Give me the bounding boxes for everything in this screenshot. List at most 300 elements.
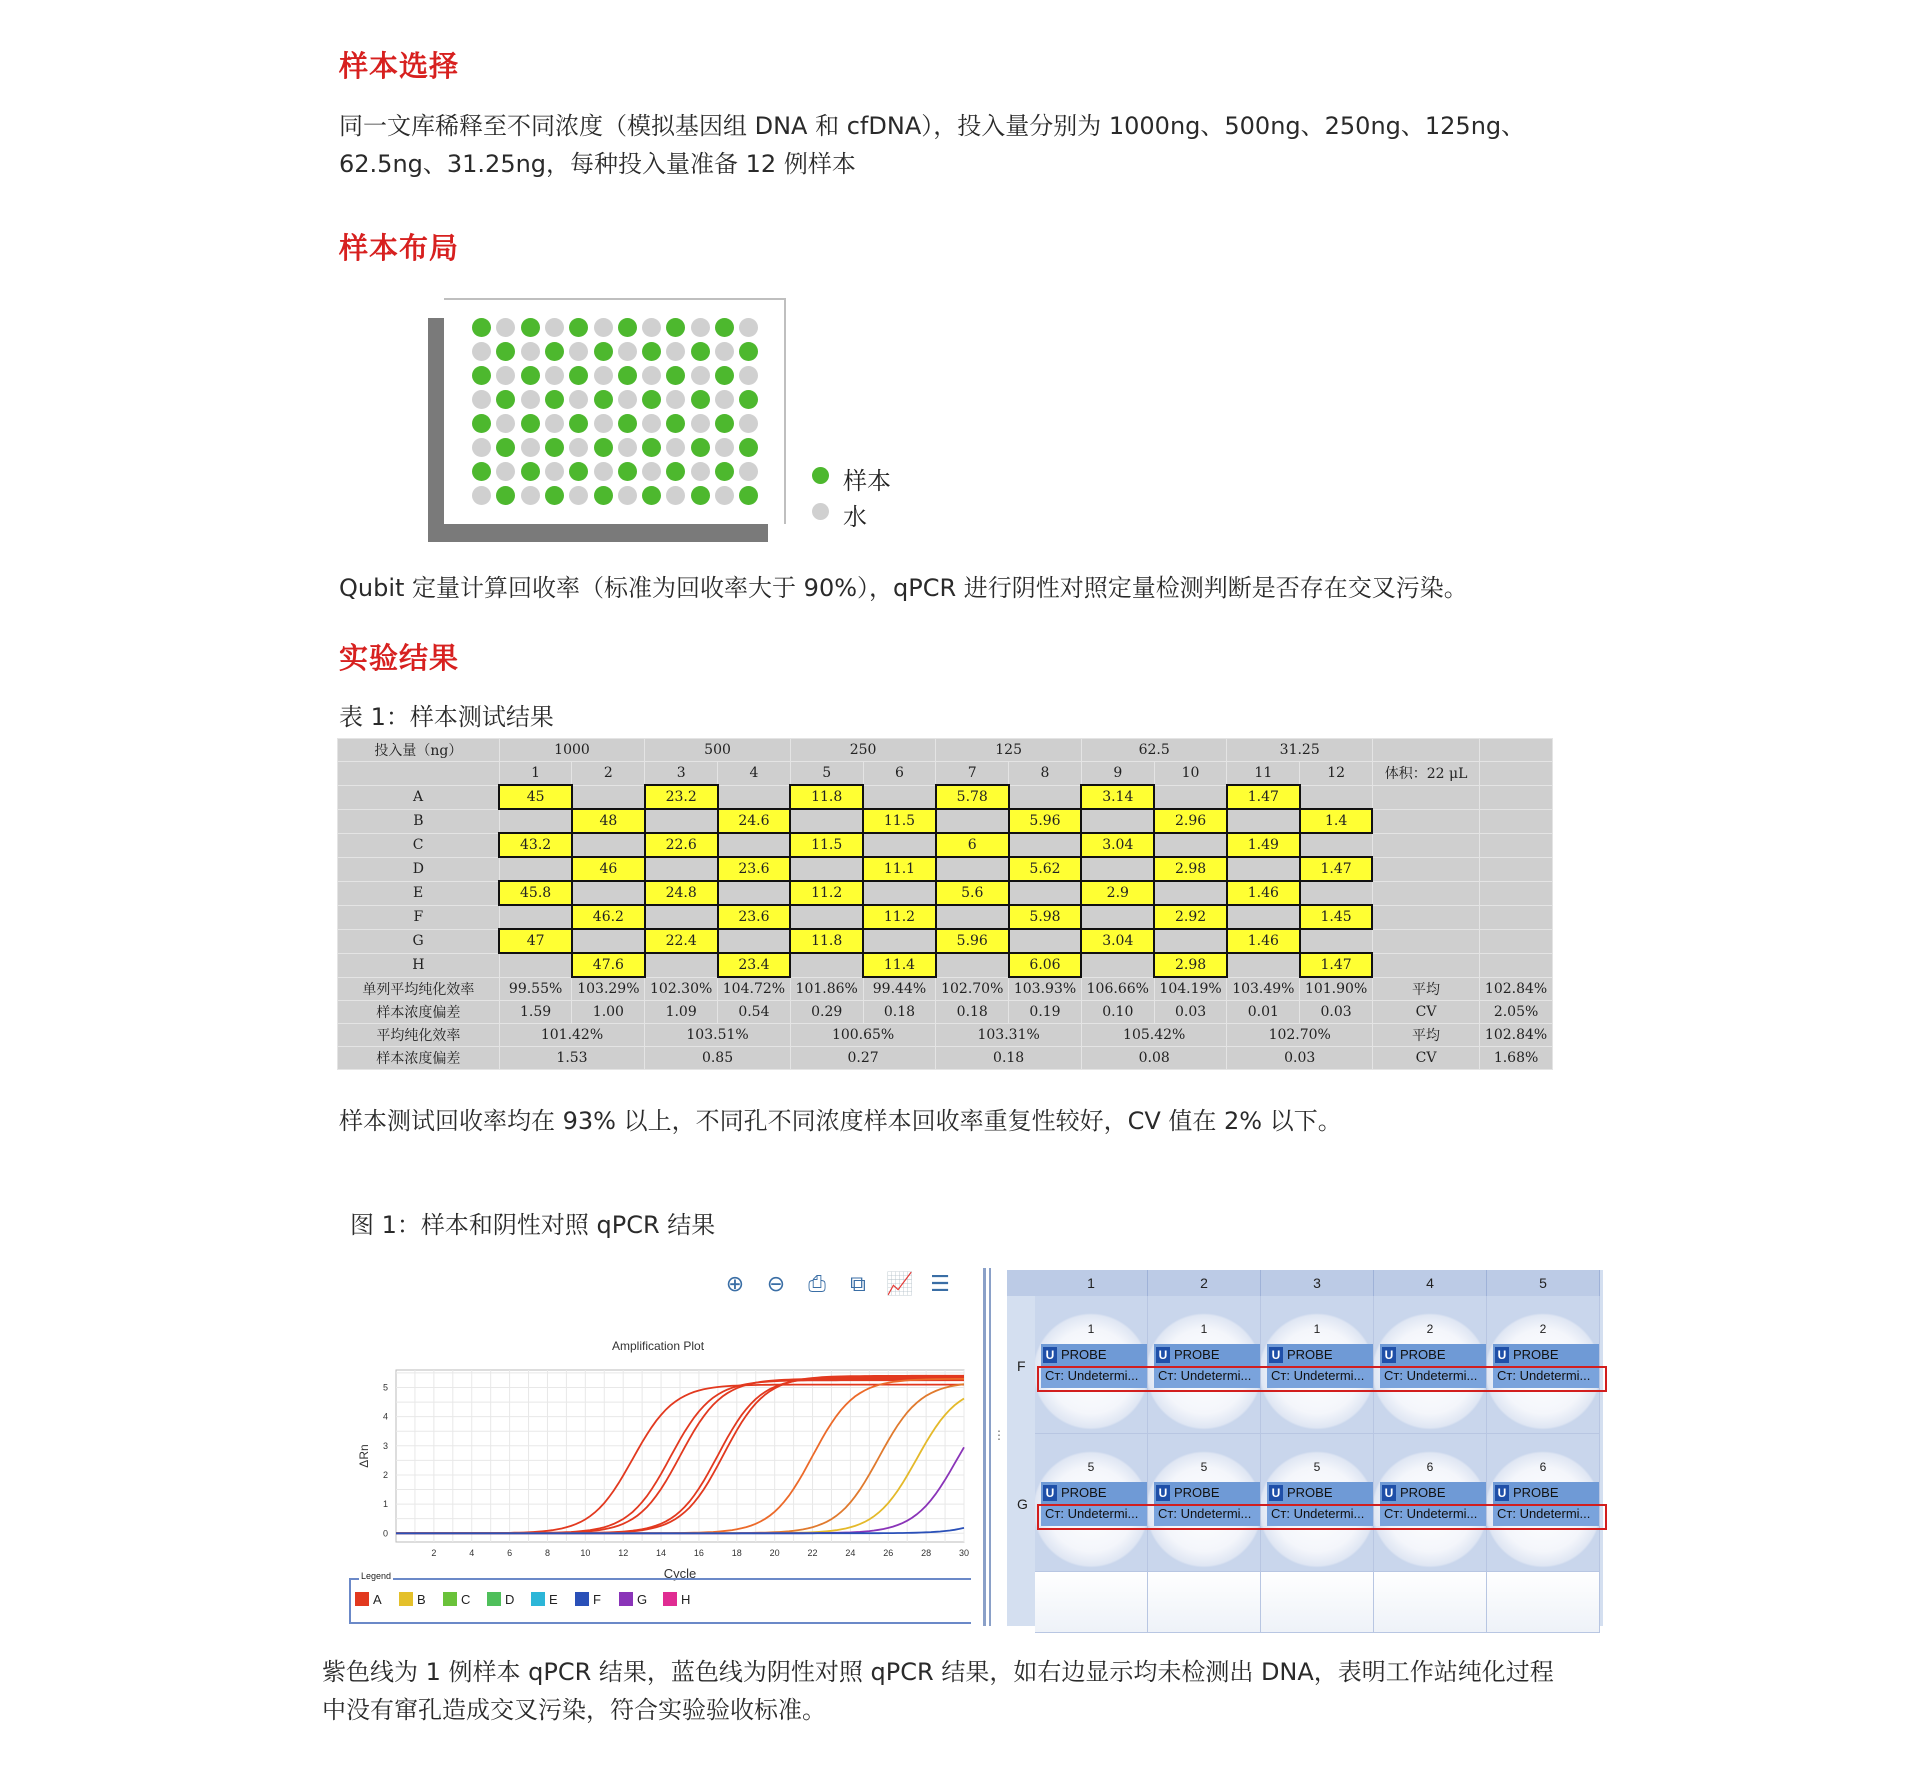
blank-cell: [1480, 833, 1553, 857]
unknown-badge-icon: U: [1382, 1347, 1396, 1363]
legend-item[interactable]: [487, 1592, 514, 1607]
legend-swatch: [399, 1592, 413, 1606]
row-label-cell: B: [338, 809, 500, 833]
legend-item[interactable]: [443, 1592, 470, 1607]
sample-value-cell: 23.6: [718, 905, 791, 929]
sample-well: [569, 414, 588, 433]
well-cell[interactable]: [1374, 1434, 1487, 1572]
water-well: [642, 318, 661, 337]
well-sample-number: 5: [1087, 1460, 1095, 1474]
highlight-box: [1037, 1504, 1607, 1530]
water-well: [642, 462, 661, 481]
sample-well: [545, 486, 564, 505]
water-well: [642, 414, 661, 433]
sample-value-cell: 24.8: [645, 881, 718, 905]
probe-text: PROBE: [1400, 1347, 1446, 1362]
empty-cell: [1300, 929, 1373, 953]
well-sample-number: 1: [1087, 1322, 1095, 1336]
legend-swatch: [619, 1592, 633, 1606]
group-summary-cell: 105.42%: [1081, 1024, 1227, 1047]
water-well: [666, 486, 685, 505]
legend-item[interactable]: [663, 1592, 690, 1607]
sample-well: [666, 414, 685, 433]
column-header[interactable]: 3: [1261, 1270, 1374, 1296]
chart-icon[interactable]: 📈: [886, 1272, 914, 1297]
legend-item[interactable]: [575, 1592, 601, 1607]
group-summary-cell: 0.08: [1081, 1047, 1227, 1070]
sample-well: [594, 486, 613, 505]
x-tick-label: 26: [883, 1548, 894, 1558]
ct-value: Cт: Undetermi...: [1493, 1506, 1599, 1526]
zoom-in-icon[interactable]: ⊕: [725, 1272, 745, 1297]
grid-corner: [1007, 1270, 1035, 1296]
well-cell[interactable]: [1148, 1296, 1261, 1434]
column-number-cell: 5: [790, 762, 863, 786]
probe-label: [1493, 1482, 1599, 1504]
sample-value-cell: 5.96: [1009, 809, 1082, 833]
water-well: [715, 390, 734, 409]
row-label-cell: H: [338, 953, 500, 977]
sample-well: [496, 390, 515, 409]
empty-cell: [790, 857, 863, 881]
empty-cell: [572, 929, 645, 953]
sample-well: [521, 366, 540, 385]
probe-text: PROBE: [1513, 1347, 1559, 1362]
water-well: [715, 486, 734, 505]
sample-select-line2: 62.5ng、31.25ng，每种投入量准备 12 例样本: [339, 150, 856, 178]
legend-swatch: [575, 1592, 589, 1606]
table-row: [338, 833, 1553, 857]
sample-well: [691, 342, 710, 361]
table-row: [338, 905, 1553, 929]
sample-well: [666, 366, 685, 385]
x-tick-label: 16: [693, 1548, 704, 1558]
column-deviation-row: [338, 1001, 1553, 1024]
sample-value-cell: 11.8: [790, 785, 863, 809]
summary-value-cell: 0.18: [936, 1001, 1009, 1024]
sample-well: [569, 462, 588, 481]
ct-value: Cт: Undetermi...: [1154, 1368, 1260, 1388]
stat-value-cell: 102.84%: [1480, 1024, 1553, 1047]
sample-value-cell: 1.47: [1300, 857, 1373, 881]
sample-well: [715, 366, 734, 385]
conclusion-line2: 中没有窜孔造成交叉污染，符合实验验收标准。: [322, 1696, 826, 1724]
water-well: [545, 462, 564, 481]
sample-well: [496, 438, 515, 457]
sample-value-cell: 45: [499, 785, 572, 809]
sample-well: [739, 486, 758, 505]
empty-cell: [936, 905, 1009, 929]
sample-value-cell: 11.5: [863, 809, 936, 833]
well-grid: [1007, 1270, 1603, 1626]
y-tick-label: 0: [382, 1528, 388, 1539]
sample-well: [618, 414, 637, 433]
plate: [444, 298, 786, 524]
well-sample-number: 6: [1539, 1460, 1547, 1474]
empty-cell: [718, 881, 791, 905]
probe-label: [1267, 1482, 1373, 1504]
water-well: [496, 462, 515, 481]
well-cell[interactable]: [1035, 1572, 1148, 1633]
water-well: [496, 366, 515, 385]
sample-value-cell: 5.6: [936, 881, 1009, 905]
ct-value: Cт: Undetermi...: [1267, 1368, 1373, 1388]
summary-value-cell: 103.49%: [1227, 977, 1300, 1001]
summary-value-cell: 104.19%: [1154, 977, 1227, 1001]
group-header-cell: 31.25: [1227, 739, 1373, 762]
results-table: [337, 738, 1553, 1070]
group-header-cell: 62.5: [1081, 739, 1227, 762]
blank-cell: [1480, 739, 1553, 762]
legend-label: H: [681, 1592, 691, 1607]
group-deviation-row: [338, 1047, 1553, 1070]
x-tick-label: 24: [845, 1548, 856, 1558]
well-sample-number: 5: [1200, 1460, 1208, 1474]
legend-item[interactable]: [399, 1592, 426, 1607]
sample-well: [715, 318, 734, 337]
probe-text: PROBE: [1287, 1485, 1333, 1500]
unknown-badge-icon: U: [1156, 1485, 1170, 1501]
stat-label-cell: CV: [1372, 1001, 1479, 1024]
well-cell[interactable]: [1035, 1296, 1148, 1434]
x-tick-label: 14: [656, 1548, 667, 1558]
ct-value: Cт: Undetermi...: [1493, 1368, 1599, 1388]
summary-value-cell: 104.72%: [718, 977, 791, 1001]
column-header[interactable]: 1: [1035, 1270, 1148, 1296]
water-well: [594, 414, 613, 433]
group-summary-cell: 103.31%: [936, 1024, 1082, 1047]
x-tick-label: 22: [807, 1548, 818, 1558]
water-well: [739, 318, 758, 337]
blank-cell: [1372, 833, 1479, 857]
column-number-cell: 7: [936, 762, 1009, 786]
sample-well: [666, 318, 685, 337]
group-summary-cell: 100.65%: [790, 1024, 936, 1047]
sample-well: [618, 318, 637, 337]
row-label-cell: E: [338, 881, 500, 905]
table-row: [338, 785, 1553, 809]
water-well: [472, 438, 491, 457]
empty-cell: [1081, 905, 1154, 929]
column-efficiency-row: [338, 977, 1553, 1001]
probe-text: PROBE: [1061, 1485, 1107, 1500]
summary-value-cell: 102.30%: [645, 977, 718, 1001]
print-icon[interactable]: ⎙: [808, 1272, 826, 1297]
summary-value-cell: 99.44%: [863, 977, 936, 1001]
unknown-badge-icon: U: [1495, 1347, 1509, 1363]
x-tick-label: 2: [431, 1548, 437, 1558]
splitter-left[interactable]: [983, 1268, 986, 1626]
water-well: [691, 462, 710, 481]
blank-cell: [1372, 953, 1479, 977]
ct-value: Cт: Undetermi...: [1041, 1368, 1147, 1388]
column-header[interactable]: 2: [1148, 1270, 1261, 1296]
legend-water-label: 水: [843, 503, 867, 531]
empty-cell: [718, 929, 791, 953]
column-number-cell: 12: [1300, 762, 1373, 786]
legend-item[interactable]: [619, 1592, 647, 1607]
well-cell[interactable]: [1374, 1296, 1487, 1434]
water-well: [618, 342, 637, 361]
export-icon[interactable]: ⧉: [850, 1272, 866, 1297]
sample-well: [715, 414, 734, 433]
water-well: [594, 462, 613, 481]
stat-value-cell: 102.84%: [1480, 977, 1553, 1001]
column-header[interactable]: 5: [1487, 1270, 1600, 1296]
probe-text: PROBE: [1287, 1347, 1333, 1362]
stat-value-cell: 2.05%: [1480, 1001, 1553, 1024]
summary-label-cell: 单列平均纯化效率: [338, 977, 500, 1001]
water-well: [691, 366, 710, 385]
sample-value-cell: 2.96: [1154, 809, 1227, 833]
group-summary-cell: 102.70%: [1227, 1024, 1373, 1047]
sample-value-cell: 2.98: [1154, 857, 1227, 881]
empty-cell: [936, 953, 1009, 977]
well-cell[interactable]: [1261, 1434, 1374, 1572]
well-cell[interactable]: [1261, 1572, 1374, 1633]
highlight-box: [1037, 1366, 1607, 1392]
water-well: [618, 438, 637, 457]
stat-label-cell: 平均: [1372, 977, 1479, 1001]
empty-cell: [1081, 857, 1154, 881]
probe-label: [1493, 1344, 1599, 1366]
summary-label-cell: 平均纯化效率: [338, 1024, 500, 1047]
summary-value-cell: 103.29%: [572, 977, 645, 1001]
group-summary-cell: 103.51%: [645, 1024, 791, 1047]
empty-cell: [1154, 929, 1227, 953]
well-sample-number: 2: [1426, 1322, 1434, 1336]
group-header-cell: 250: [790, 739, 936, 762]
blank-cell: [1480, 785, 1553, 809]
blank-cell: [1372, 905, 1479, 929]
group-summary-cell: 101.42%: [499, 1024, 645, 1047]
legend-item[interactable]: [355, 1592, 382, 1607]
water-well: [569, 342, 588, 361]
sample-value-cell: 45.8: [499, 881, 572, 905]
well-cell[interactable]: [1487, 1572, 1600, 1633]
summary-value-cell: 0.03: [1300, 1001, 1373, 1024]
sample-value-cell: 22.4: [645, 929, 718, 953]
sample-well: [594, 390, 613, 409]
group-header-cell: 500: [645, 739, 791, 762]
empty-cell: [1300, 881, 1373, 905]
water-well: [715, 438, 734, 457]
empty-cell: [645, 905, 718, 929]
summary-value-cell: 0.03: [1154, 1001, 1227, 1024]
sample-value-cell: 47.6: [572, 953, 645, 977]
water-well: [472, 486, 491, 505]
sample-value-cell: 23.6: [718, 857, 791, 881]
empty-cell: [863, 929, 936, 953]
header-label-cell: 投入量（ng）: [338, 739, 500, 762]
well-cell[interactable]: [1148, 1572, 1261, 1633]
empty-cell: [645, 809, 718, 833]
legend-swatch: [443, 1592, 457, 1606]
empty-cell: [863, 785, 936, 809]
sample-well: [642, 390, 661, 409]
column-number-cell: 9: [1081, 762, 1154, 786]
sample-value-cell: 2.98: [1154, 953, 1227, 977]
well-sample-number: 5: [1313, 1460, 1321, 1474]
unknown-badge-icon: U: [1156, 1347, 1170, 1363]
blank-cell: [1480, 857, 1553, 881]
y-tick-label: 3: [382, 1440, 388, 1451]
splitter-grip-icon[interactable]: ⋮: [993, 1428, 1005, 1442]
unknown-badge-icon: U: [1382, 1485, 1396, 1501]
sample-well: [618, 462, 637, 481]
x-tick-label: 6: [507, 1548, 513, 1558]
unknown-badge-icon: U: [1495, 1485, 1509, 1501]
blank-cell: [1480, 809, 1553, 833]
empty-cell: [645, 953, 718, 977]
empty-cell: [1227, 857, 1300, 881]
water-well: [739, 366, 758, 385]
x-tick-label: 18: [731, 1548, 742, 1558]
summary-value-cell: 1.09: [645, 1001, 718, 1024]
unknown-badge-icon: U: [1269, 1485, 1283, 1501]
probe-text: PROBE: [1174, 1485, 1220, 1500]
sample-well: [545, 390, 564, 409]
well-cell[interactable]: [1374, 1572, 1487, 1633]
sample-value-cell: 11.2: [790, 881, 863, 905]
water-well: [691, 318, 710, 337]
water-well: [569, 486, 588, 505]
water-well: [472, 342, 491, 361]
well-sample-number: 1: [1313, 1322, 1321, 1336]
empty-cell: [1009, 833, 1082, 857]
water-well: [715, 342, 734, 361]
sample-value-cell: 46.2: [572, 905, 645, 929]
summary-value-cell: 0.19: [1009, 1001, 1082, 1024]
unknown-badge-icon: U: [1269, 1347, 1283, 1363]
water-well: [521, 342, 540, 361]
water-well: [691, 414, 710, 433]
sample-value-cell: 11.4: [863, 953, 936, 977]
water-well: [496, 414, 515, 433]
column-number-cell: 3: [645, 762, 718, 786]
y-tick-label: 4: [382, 1411, 388, 1422]
empty-cell: [499, 857, 572, 881]
row-label-cell: F: [338, 905, 500, 929]
legend-label: D: [505, 1592, 515, 1607]
blank-cell: [1480, 929, 1553, 953]
sample-well: [545, 438, 564, 457]
empty-cell: [936, 857, 1009, 881]
probe-label: [1041, 1482, 1147, 1504]
water-well: [642, 366, 661, 385]
summary-value-cell: 106.66%: [1081, 977, 1154, 1001]
sample-value-cell: 11.5: [790, 833, 863, 857]
conclusion-line1: 紫色线为 1 例样本 qPCR 结果，蓝色线为阴性对照 qPCR 结果，如右边显示均未检测出 DNA，表明工作站纯化过程: [322, 1658, 1554, 1686]
x-tick-label: 12: [618, 1548, 629, 1558]
table-row: [338, 857, 1553, 881]
well-cell[interactable]: [1487, 1434, 1600, 1572]
legend-swatch: [531, 1592, 545, 1606]
blank-cell: [338, 762, 500, 786]
row-header[interactable]: G: [1017, 1496, 1028, 1512]
row-header[interactable]: F: [1017, 1358, 1026, 1374]
x-axis-label: Cycle: [663, 1566, 697, 1581]
sample-value-cell: 5.96: [936, 929, 1009, 953]
x-tick-label: 28: [921, 1548, 932, 1558]
blank-cell: [1480, 762, 1553, 786]
column-number-cell: 8: [1009, 762, 1082, 786]
probe-label: [1267, 1344, 1373, 1366]
empty-cell: [1154, 785, 1227, 809]
sample-value-cell: 11.2: [863, 905, 936, 929]
well-cell[interactable]: [1148, 1434, 1261, 1572]
legend-item[interactable]: [531, 1592, 558, 1607]
empty-cell: [1154, 881, 1227, 905]
summary-value-cell: 0.54: [718, 1001, 791, 1024]
row-label-cell: G: [338, 929, 500, 953]
empty-cell: [1154, 833, 1227, 857]
ct-value: Cт: Undetermi...: [1267, 1506, 1373, 1526]
water-well: [594, 318, 613, 337]
water-well: [545, 318, 564, 337]
sample-value-cell: 3.04: [1081, 833, 1154, 857]
zoom-out-icon[interactable]: ⊖: [766, 1272, 786, 1297]
empty-cell: [790, 953, 863, 977]
plot-toolbar: [722, 1272, 962, 1302]
empty-cell: [1009, 881, 1082, 905]
well-cell[interactable]: [1261, 1296, 1374, 1434]
water-well: [569, 390, 588, 409]
summary-value-cell: 1.59: [499, 1001, 572, 1024]
list-icon[interactable]: ☰: [930, 1272, 950, 1297]
sample-well: [594, 438, 613, 457]
legend-sample-label: 样本: [843, 467, 891, 495]
well-cell[interactable]: [1035, 1434, 1148, 1572]
sample-well: [521, 318, 540, 337]
water-well: [666, 342, 685, 361]
sample-well: [569, 318, 588, 337]
summary-label-cell: 样本浓度偏差: [338, 1001, 500, 1024]
splitter-right[interactable]: [989, 1268, 991, 1626]
sample-value-cell: 23.2: [645, 785, 718, 809]
row-label-cell: C: [338, 833, 500, 857]
column-number-cell: 6: [863, 762, 936, 786]
table-row: [338, 953, 1553, 977]
water-well: [521, 390, 540, 409]
empty-cell: [1009, 785, 1082, 809]
group-summary-cell: 0.27: [790, 1047, 936, 1070]
empty-cell: [1009, 929, 1082, 953]
row-label-cell: A: [338, 785, 500, 809]
probe-text: PROBE: [1513, 1485, 1559, 1500]
sample-value-cell: 2.92: [1154, 905, 1227, 929]
empty-cell: [572, 785, 645, 809]
sample-well: [472, 414, 491, 433]
blank-cell: [1480, 953, 1553, 977]
sample-value-cell: 1.46: [1227, 929, 1300, 953]
y-tick-label: 2: [382, 1469, 388, 1480]
ct-value: Cт: Undetermi...: [1041, 1506, 1147, 1526]
well-cell[interactable]: [1487, 1296, 1600, 1434]
sample-well: [521, 462, 540, 481]
stat-value-cell: 1.68%: [1480, 1047, 1553, 1070]
summary-value-cell: 103.93%: [1009, 977, 1082, 1001]
sample-value-cell: 5.98: [1009, 905, 1082, 929]
sample-well: [739, 438, 758, 457]
column-header[interactable]: 4: [1374, 1270, 1487, 1296]
section-title-sample-select: 样本选择: [339, 49, 460, 83]
sample-value-cell: 43.2: [499, 833, 572, 857]
empty-cell: [936, 809, 1009, 833]
legend-label: B: [417, 1592, 426, 1607]
probe-label: [1041, 1344, 1147, 1366]
probe-label: [1154, 1344, 1260, 1366]
